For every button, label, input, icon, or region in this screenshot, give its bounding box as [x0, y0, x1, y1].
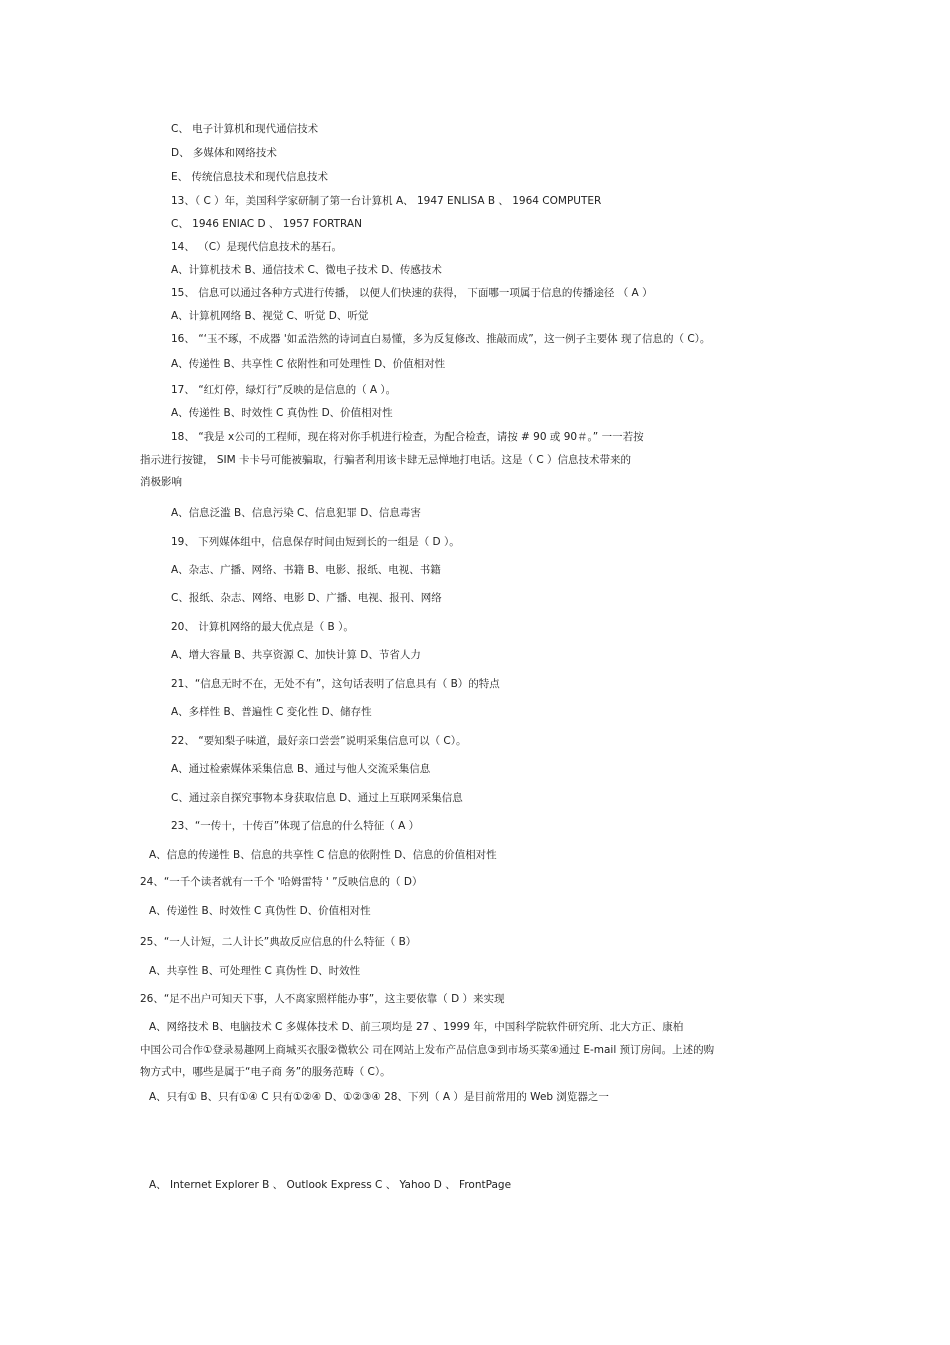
text-line: A、信息的传递性 B、信息的共享性 C 信息的依附性 D、信息的价值相对性 [149, 849, 497, 861]
text-line: 17、 “红灯停，绿灯行”反映的是信息的（ A ）。 [171, 384, 397, 396]
text-line: 物方式中，哪些是属于“电子商 务”的服务范畴（ C）。 [140, 1066, 391, 1078]
text-line: C、通过亲自探究事物本身获取信息 D、通过上互联网采集信息 [171, 792, 463, 804]
text-line: 21、“信息无时不在，无处不有”，这句话表明了信息具有（ B）的特点 [171, 678, 500, 690]
text-line: 14、 （C）是现代信息技术的基石。 [171, 241, 343, 253]
text-line: A、通过检索媒体采集信息 B、通过与他人交流采集信息 [171, 763, 431, 775]
text-line: C、 电子计算机和现代通信技术 [171, 123, 319, 135]
text-line: 18、 “我是 x公司的工程师，现在将对你手机进行检查，为配合检查，请按 # 90 或 90＃。” 一一若按 [171, 431, 644, 443]
text-line: 20、 计算机网络的最大优点是（ B ）。 [171, 621, 354, 633]
text-line: 24、“一千个读者就有一千个 '哈姆雷特 ' ”反映信息的（ D） [140, 876, 423, 888]
text-line: 消极影响 [140, 476, 182, 488]
text-line: 25、“一人计短，二人计长”典故反应信息的什么特征（ B） [140, 936, 417, 948]
text-line: A、传递性 B、共享性 C 依附性和可处理性 D、价值相对性 [171, 358, 446, 370]
text-line: E、 传统信息技术和现代信息技术 [171, 171, 328, 183]
text-line: A、计算机网络 B、视觉 C、听觉 D、听觉 [171, 310, 369, 322]
text-line: 19、 下列媒体组中，信息保存时间由短到长的一组是（ D ）。 [171, 536, 460, 548]
text-line: 15、 信息可以通过各种方式进行传播， 以便人们快速的获得， 下面哪一项属于信息的传播途径 （ A ） [171, 287, 653, 299]
text-line: A、多样性 B、普遍性 C 变化性 D、储存性 [171, 706, 372, 718]
text-line: A、信息泛滥 B、信息污染 C、信息犯罪 D、信息毒害 [171, 507, 421, 519]
text-line: A、杂志、广播、网络、书籍 B、电影、报纸、电视、书籍 [171, 564, 441, 576]
text-line: C、报纸、杂志、网络、电影 D、广播、电视、报刊、网络 [171, 592, 442, 604]
text-line: A、 Internet Explorer B 、 Outlook Express C 、 Yahoo D 、 FrontPage [149, 1179, 512, 1191]
text-line: 23、“一传十，十传百”体现了信息的什么特征（ A ） [171, 820, 420, 832]
text-line: 22、 “要知梨子味道，最好亲口尝尝”说明采集信息可以（ C）。 [171, 735, 467, 747]
text-line: A、共享性 B、可处理性 C 真伪性 D、时效性 [149, 965, 361, 977]
text-line: 中国公司合作①登录易趣网上商城买衣服②微软公 司在网站上发布产品信息③到市场买菜④通过 E-mail 预订房间。上述的购 [140, 1044, 715, 1056]
text-line: 指示进行按键， SIM 卡卡号可能被骗取，行骗者利用该卡肆无忌惮地打电话。这是（ C ）信息技术带来的 [140, 454, 632, 466]
text-line: 26、“足不出户可知天下事，人不离家照样能办事”，这主要依靠（ D ）来实现 [140, 993, 505, 1005]
text-line: D、 多媒体和网络技术 [171, 147, 277, 159]
text-line: C、 1946 ENIAC D 、 1957 FORTRAN [171, 218, 362, 230]
text-line: A、计算机技术 B、通信技术 C、微电子技术 D、传感技术 [171, 264, 442, 276]
text-line: 16、 “‘玉不琢，不成器 '如孟浩然的诗词直白易懂，多为反复修改、推敲而成”，这一例子主要体 现了信息的（ C）。 [171, 333, 711, 345]
text-line: A、只有① B、只有①④ C 只有①②④ D、①②③④ 28、下列（ A ）是目前常用的 Web 浏览器之一 [149, 1091, 609, 1103]
text-line: A、传递性 B、时效性 C 真伪性 D、价值相对性 [171, 407, 393, 419]
text-line: 13、（ C ）年，美国科学家研制了第一台计算机 A、 1947 ENLISA B 、 1964 COMPUTER [171, 195, 602, 207]
text-line: A、传递性 B、时效性 C 真伪性 D、价值相对性 [149, 905, 371, 917]
text-line: A、增大容量 B、共享资源 C、加快计算 D、节省人力 [171, 649, 421, 661]
text-line: A、网络技术 B、电脑技术 C 多媒体技术 D、前三项均是 27 、1999 年，中国科学院软件研究所、北大方正、康柏 [149, 1021, 684, 1033]
